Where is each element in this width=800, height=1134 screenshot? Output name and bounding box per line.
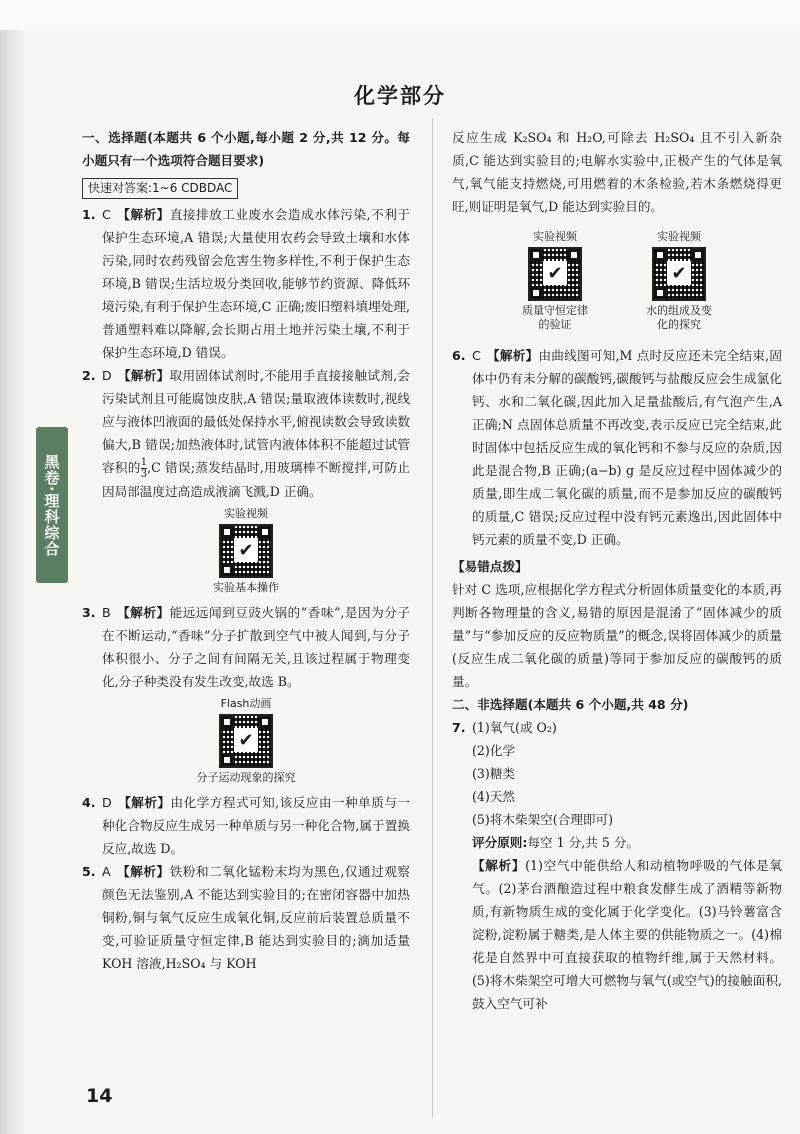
- checkmark-icon: ✔: [667, 261, 691, 285]
- page-title: 化学部分: [354, 84, 446, 108]
- answer-part: (4)天然: [472, 789, 516, 804]
- right-column: [452, 126, 782, 1015]
- explanation-text: 能远远闻到豆豉火锅的“香味”,是因为分子在不断运动,“香味”分子扩散到空气中被人闻到,与分子体积很小、分子之间有间隔无关,且该过程属于物理变化,分子种类没有发生改变,故选 B。: [102, 605, 410, 689]
- explanation-text: 由化学方程式可知,该反应由一种单质与一种化合物反应生成另一种单质与另一种化合物,属于置换反应,故选 D。: [102, 795, 411, 856]
- qr-pair: [452, 226, 782, 338]
- answer-letter: B: [102, 605, 111, 620]
- scoring-rule: 评分原则:每空 1 分,共 5 分。: [472, 835, 640, 850]
- qr-video-basic-operations[interactable]: 实验视频 ✔ 实验基本操作: [213, 507, 279, 594]
- question-2: 2. D 【解析】取用固体试剂时,不能用手直接接触试剂,会污染试剂且可能腐蚀皮肤,A 错误;量取液体读数时,视线应与液体凹液面的最低处保持水平,俯视读数会导致读数偏大,B 错误;加热液体时,试管内液体体积不能超过试管容积的 $\frac{1}{3}$ ,C 错误;蒸发结晶时,用玻璃棒不断搅拌,可防止因局部温度过高造成液滴飞溅,D 正确。: [82, 368, 411, 499]
- answer-part: (1)氧气(或 O₂): [472, 720, 557, 735]
- error-tip-heading: 【易错点拨】: [452, 559, 528, 574]
- error-tip-text: 针对 C 选项,应根据化学方程式分析固体质量变化的本质,再判断各物理量的含义,易错的原因是混淆了“固体减少的质量”与“参加反应的反应物质量”的概念,误将固体减少的质量(反应生成二氧化碳的质量)等同于参加反应的碳酸钙的质量。: [452, 582, 782, 689]
- question-3: 3. B 【解析】能远远闻到豆豉火锅的“香味”,是因为分子在不断运动,“香味”分子扩散到空气中被人闻到,与分子体积很小、分子之间有间隔无关,且该过程属于物理变化,分子种类没有发生改变,故选 B。: [82, 605, 410, 689]
- left-column: [82, 126, 410, 975]
- explanation-text: 铁粉和二氧化锰粉末均为黑色,仅通过观察颜色无法鉴别,A 不能达到实验目的;在密闭容器中加热铜粉,铜与氧气反应生成氧化铜,反应前后装置总质量不变,可验证质量守恒定律,B 能达到实验目的;滴加适量 KOH 溶液,H₂SO₄ 与 KOH: [102, 864, 411, 971]
- side-tab-label: 黑卷·理科综合: [42, 453, 61, 557]
- checkmark-icon: ✔: [543, 261, 567, 285]
- qr-code-icon[interactable]: [219, 524, 273, 578]
- qr-code-icon[interactable]: [528, 247, 582, 301]
- explanation-text: 由曲线图可知,M 点时反应还未完全结束,固体中仍有未分解的碳酸钙,碳酸钙与盐酸反应会生成氯化钙、水和二氧化碳,因此加入足量盐酸后,有气泡产生,A 正确;N 点固体总质量不再改变,表示反应已完全结束,此时固体中包括反应生成的氧化钙和不参与反应的杂质,因此是混合物,B 正确;(a−b) g 是反应过程中固体减少的质量,即生成二氧化碳的质量,而不是参加反应的碳酸钙的质量,C 错误;反应过程中没有钙元素逸出,因此固体中钙元素的质量不变,D 正确。: [472, 348, 783, 547]
- answer-part: (3)糖类: [472, 766, 516, 781]
- answer-part: (2)化学: [472, 743, 516, 758]
- page-top-margin: [0, 0, 800, 30]
- column-divider: [432, 118, 433, 1118]
- question-5: 5. A 【解析】铁粉和二氧化锰粉末均为黑色,仅通过观察颜色无法鉴别,A 不能达到实验目的;在密闭容器中加热铜粉,铜与氧气反应生成氧化铜,反应前后装置总质量不变,可验证质量守恒定律,B 能达到实验目的;滴加适量 KOH 溶液,H₂SO₄ 与 KOH: [82, 864, 411, 971]
- answer-letter: D: [102, 368, 112, 383]
- explanation-text: ,C 错误;蒸发结晶时,用玻璃棒不断搅拌,可防止因局部温度过高造成液滴飞溅,D 正确。: [102, 460, 410, 499]
- question-7-explanation: 【解析】(1)空气中能供给人和动植物呼吸的气体是氧气。(2)茅台酒酿造过程中粮食发酵生成了酒精等新物质,有新物质生成的变化属于化学变化。(3)马铃薯富含淀粉,淀粉属于糖类,是人体主要的供能物质之一。(4)棉花是自然界中可直接获取的植物纤维,属于天然材料。(5)将木柴架空可增大可燃物与氧气(或空气)的接触面积,鼓入空气可补: [472, 858, 783, 1011]
- side-tab: [36, 427, 68, 583]
- fraction: $\frac{1}{3}$: [140, 457, 148, 480]
- checkmark-icon: ✔: [234, 538, 258, 562]
- answer-letter: C: [102, 207, 111, 222]
- answer-part: (5)将木柴架空(合理即可): [472, 812, 614, 827]
- qr-code-icon[interactable]: [652, 247, 706, 301]
- question-1: 1. C 【解析】直接排放工业废水会造成水体污染,不利于保护生态环境,A 错误;大量使用农药会导致土壤和水体污染,同时农药残留会危害生物多样性,不利于保护生态环境,B 错误;生活垃圾分类回收,能够节约资源、降低环境污染,有利于保护生态环境,C 正确;废旧塑料填埋处理,普通塑料难以降解,会长期占用土地并污染土壤,不利于保护生态环境,D 错误。: [82, 207, 410, 360]
- answer-letter: A: [102, 864, 111, 879]
- quick-answer-box: 快速对答案:1~6 CDBDAC: [82, 178, 238, 199]
- answer-letter: D: [102, 795, 112, 810]
- question-5-continued: 反应生成 K₂SO₄ 和 H₂O,可除去 H₂SO₄ 且不引入新杂质,C 能达到实验目的;电解水实验中,正极产生的气体是氧气,氧气能支持燃烧,可用燃着的木条检验,若木条燃烧得更旺,则证明是氧气,D 能达到实验目的。: [452, 130, 782, 214]
- page-binding-edge: [0, 30, 24, 1134]
- qr-video-water-composition[interactable]: 实验视频 ✔ 水的组成及变化的探究: [646, 230, 712, 331]
- question-7: 7. (1)氧气(或 O₂): [452, 720, 557, 735]
- section-heading-choice: 一、选择题(本题共 6 个小题,每小题 2 分,共 12 分。每小题只有一个选项符合题目要求): [82, 130, 410, 168]
- question-6: 6. C 【解析】由曲线图可知,M 点时反应还未完全结束,固体中仍有未分解的碳酸钙,碳酸钙与盐酸反应会生成氯化钙、水和二氧化碳,因此加入足量盐酸后,有气泡产生,A 正确;N 点固体总质量不再改变,表示反应已完全结束,此时固体中包括反应生成的氧化钙和不参与反应的杂质,因此是混合物,B 正确;(a−b) g 是反应过程中固体减少的质量,即生成二氧化碳的质量,而不是参加反应的碳酸钙的质量,C 错误;反应过程中没有钙元素逸出,因此固体中钙元素的质量不变,D 正确。: [452, 348, 783, 547]
- answer-letter: C: [472, 348, 481, 363]
- question-4: 4. D 【解析】由化学方程式可知,该反应由一种单质与一种化合物反应生成另一种单质与另一种化合物,属于置换反应,故选 D。: [82, 795, 411, 856]
- checkmark-icon: ✔: [234, 728, 258, 752]
- section-heading-nonchoice: 二、非选择题(本题共 6 个小题,共 48 分): [452, 697, 689, 712]
- qr-code-icon[interactable]: [219, 714, 273, 768]
- explanation-text: 直接排放工业废水会造成水体污染,不利于保护生态环境,A 错误;大量使用农药会导致土壤和水体污染,同时农药残留会危害生物多样性,不利于保护生态环境,B 错误;生活垃圾分类回收,能够节约资源、降低环境污染,有利于保护生态环境,C 正确;废旧塑料填埋处理,普通塑料难以降解,会长期占用土地并污染土壤,不利于保护生态环境,D 错误。: [102, 207, 410, 360]
- explanation-text: 取用固体试剂时,不能用手直接接触试剂,会污染试剂且可能腐蚀皮肤,A 错误;量取液体读数时,视线应与液体凹液面的最低处保持水平,俯视读数会导致读数偏大,B 错误;加热液体时,试管内液体体积不能超过试管容积的: [102, 368, 411, 475]
- page-number: 14: [86, 1085, 113, 1107]
- qr-flash-molecule-motion[interactable]: Flash动画 ✔ 分子运动现象的探究: [196, 697, 296, 784]
- qr-video-mass-conservation[interactable]: 实验视频 ✔ 质量守恒定律的验证: [522, 230, 588, 331]
